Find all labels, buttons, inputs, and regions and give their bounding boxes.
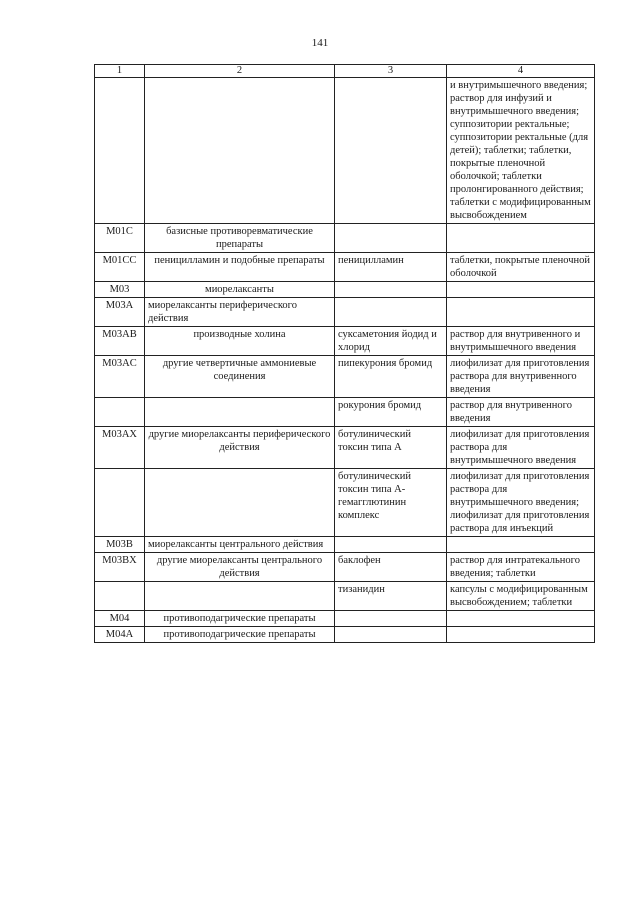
group-name-cell xyxy=(145,469,335,537)
atc-code-cell xyxy=(95,582,145,611)
drug-table xyxy=(94,64,595,643)
group-name-cell: другие миорелаксанты периферического действия xyxy=(145,427,335,469)
table-row xyxy=(95,553,595,582)
drug-name-cell: суксаметония йодид и хлорид xyxy=(335,327,447,356)
dosage-forms-cell xyxy=(447,298,595,327)
table-row xyxy=(95,356,595,398)
drug-table-body xyxy=(95,65,595,643)
group-name-cell: базисные противоревматические препараты xyxy=(145,224,335,253)
drug-name-cell: пипекурония бромид xyxy=(335,356,447,398)
group-name-cell: производные холина xyxy=(145,327,335,356)
table-row xyxy=(95,582,595,611)
drug-name-cell: рокурония бромид xyxy=(335,398,447,427)
header-cell: 2 xyxy=(145,65,335,78)
group-name-cell xyxy=(145,398,335,427)
dosage-forms-cell: и внутримышечного введения; раствор для инфузий и внутримышечного введения; суппозитории ректальные; суппозитории ректальные (для детей); таблетки; таблетки, покрытые пленочной оболочкой; таблетки пролонгированного действия; таблетки с модифицированным высвобождением xyxy=(447,78,595,224)
atc-code-cell: M01CC xyxy=(95,253,145,282)
drug-name-cell xyxy=(335,537,447,553)
page-number: 141 xyxy=(311,37,329,49)
group-name-cell: противоподагрические препараты xyxy=(145,611,335,627)
group-name-cell: миорелаксанты периферического действия xyxy=(145,298,335,327)
atc-code-cell: M03 xyxy=(95,282,145,298)
dosage-forms-cell xyxy=(447,611,595,627)
atc-code-cell xyxy=(95,469,145,537)
dosage-forms-cell: лиофилизат для приготовления раствора для внутримышечного введения xyxy=(447,427,595,469)
group-name-cell: другие миорелаксанты центрального действия xyxy=(145,553,335,582)
dosage-forms-cell: раствор для интратекального введения; таблетки xyxy=(447,553,595,582)
drug-name-cell: баклофен xyxy=(335,553,447,582)
header-cell: 3 xyxy=(335,65,447,78)
drug-name-cell xyxy=(335,224,447,253)
header-cell: 4 xyxy=(447,65,595,78)
table-row xyxy=(95,469,595,537)
atc-code-cell: M03BX xyxy=(95,553,145,582)
atc-code-cell: M03AX xyxy=(95,427,145,469)
drug-name-cell: пеницилламин xyxy=(335,253,447,282)
dosage-forms-cell: лиофилизат для приготовления раствора для внутривенного введения xyxy=(447,356,595,398)
dosage-forms-cell: лиофилизат для приготовления раствора для внутримышечного введения; лиофилизат для приготовления раствора для инъекций xyxy=(447,469,595,537)
header-cell: 1 xyxy=(95,65,145,78)
atc-code-cell: M04A xyxy=(95,627,145,643)
table-row xyxy=(95,298,595,327)
table-row xyxy=(95,224,595,253)
atc-code-cell: M04 xyxy=(95,611,145,627)
dosage-forms-cell xyxy=(447,627,595,643)
dosage-forms-cell: раствор для внутривенного и внутримышечного введения xyxy=(447,327,595,356)
dosage-forms-cell: таблетки, покрытые пленочной оболочкой xyxy=(447,253,595,282)
group-name-cell xyxy=(145,582,335,611)
group-name-cell: миорелаксанты центрального действия xyxy=(145,537,335,553)
group-name-cell: противоподагрические препараты xyxy=(145,627,335,643)
drug-name-cell: тизанидин xyxy=(335,582,447,611)
dosage-forms-cell xyxy=(447,224,595,253)
atc-code-cell: M03B xyxy=(95,537,145,553)
drug-name-cell: ботулинический токсин типа А xyxy=(335,427,447,469)
group-name-cell xyxy=(145,78,335,224)
dosage-forms-cell: капсулы с модифицированным высвобождением; таблетки xyxy=(447,582,595,611)
atc-code-cell xyxy=(95,398,145,427)
table-row xyxy=(95,611,595,627)
table-row xyxy=(95,78,595,224)
table-row xyxy=(95,282,595,298)
atc-code-cell: M01C xyxy=(95,224,145,253)
drug-name-cell: ботулинический токсин типа А-гемагглютинин комплекс xyxy=(335,469,447,537)
table-row xyxy=(95,627,595,643)
group-name-cell: миорелаксанты xyxy=(145,282,335,298)
drug-name-cell xyxy=(335,627,447,643)
dosage-forms-cell: раствор для внутривенного введения xyxy=(447,398,595,427)
table-header-row xyxy=(95,65,595,78)
atc-code-cell: M03A xyxy=(95,298,145,327)
atc-code-cell xyxy=(95,78,145,224)
group-name-cell: другие четвертичные аммониевые соединения xyxy=(145,356,335,398)
drug-name-cell xyxy=(335,298,447,327)
dosage-forms-cell xyxy=(447,282,595,298)
atc-code-cell: M03AB xyxy=(95,327,145,356)
table-row xyxy=(95,537,595,553)
table-row xyxy=(95,427,595,469)
dosage-forms-cell xyxy=(447,537,595,553)
drug-name-cell xyxy=(335,611,447,627)
group-name-cell: пеницилламин и подобные препараты xyxy=(145,253,335,282)
table-row xyxy=(95,253,595,282)
atc-code-cell: M03AC xyxy=(95,356,145,398)
table-row xyxy=(95,327,595,356)
drug-name-cell xyxy=(335,78,447,224)
drug-name-cell xyxy=(335,282,447,298)
table-row xyxy=(95,398,595,427)
